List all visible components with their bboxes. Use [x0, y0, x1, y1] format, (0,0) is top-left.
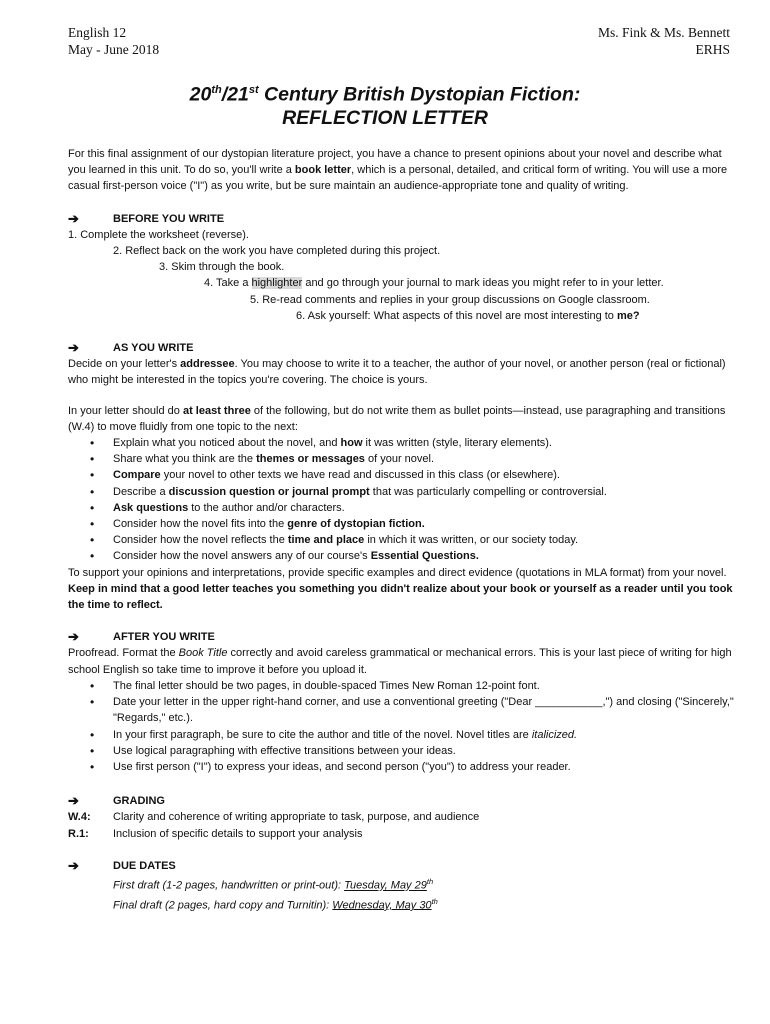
step-5: 5. Re-read comments and replies in your group discussions on Google classroom. [250, 293, 650, 306]
text: Consider how the novel reflects the [113, 534, 288, 547]
list-item [68, 467, 738, 483]
text: To support your opinions and interpretations, provide specific examples and direct evidence (quotations in MLA format) from your novel. [68, 566, 727, 579]
text: Share what you think are the [113, 453, 257, 466]
list-item [68, 451, 738, 467]
section-title: DUE DATES [113, 859, 176, 872]
text: Consider how the novel fits into the [113, 518, 288, 531]
text-bold: me? [616, 309, 640, 322]
list-item: • Use logical paragraphing with effective transitions between your ideas. [68, 743, 738, 759]
header-right [598, 24, 730, 58]
arrow-icon: ➔ [68, 793, 79, 809]
text: 6. Ask yourself: What aspects of this novel are most interesting to [296, 309, 617, 322]
text: of your novel. [364, 453, 435, 466]
grading-section-heading [68, 793, 738, 809]
before-steps [68, 227, 738, 324]
grading-row [68, 809, 738, 825]
intro-paragraph [68, 146, 738, 195]
standard-code: R.1: [68, 827, 89, 840]
text-bold: Keep in mind that a good letter teaches you something you didn't realize about your book or yourself as a reader until you took the time to reflect. [68, 582, 733, 612]
section-title: GRADING [113, 795, 165, 808]
text-bold: Ask questions [113, 501, 189, 514]
standard-text: Inclusion of specific details to support your analysis [113, 827, 363, 840]
page-subtitle: REFLECTION LETTER [282, 107, 488, 129]
as-section-heading [68, 340, 738, 356]
text: to the author and/or characters. [188, 501, 345, 514]
text: Proofread. Format the [68, 647, 179, 660]
list-item [68, 532, 738, 548]
header-left [68, 24, 159, 58]
text-italic: Book Title [178, 647, 228, 660]
text: . You may choose to write it to a teacher, the author of your novel, or another person (real or fictional) who might be interested in the topics you're covering. The choice is yours. [68, 358, 726, 387]
due-date: Wednesday, May 30 [332, 899, 432, 912]
evidence-paragraph [68, 565, 738, 614]
addressee-paragraph [68, 356, 738, 388]
text: it was written (style, literary elements). [362, 437, 552, 450]
list-item: • Date your letter in the upper right-hand corner, and use a conventional greeting ("Dear ___________,") and closing ("Sincerely," "Regards," etc.). [68, 694, 738, 726]
text: correctly and avoid careless grammatical or mechanical errors. This is your last piece of writing for high school English so take time to improve it before you upload it. [68, 647, 732, 676]
topics-paragraph [68, 403, 738, 435]
step-3: 3. Skim through the book. [159, 261, 285, 274]
title-part: / [221, 83, 228, 106]
title-sup: st [248, 84, 259, 96]
proofread-paragraph [68, 645, 738, 677]
highlighted-text: highlighter [251, 277, 303, 290]
text: Describe a [113, 485, 169, 498]
due-section-heading [68, 858, 738, 874]
grading-row [68, 826, 738, 842]
arrow-icon: ➔ [68, 629, 79, 645]
title-part: Century British Dystopian Fiction: [258, 83, 581, 106]
topics-list [68, 435, 738, 565]
course-name: English 12 [68, 25, 127, 40]
due-date-first [68, 874, 738, 894]
list-item [68, 516, 738, 532]
text: 4. Take a [204, 277, 252, 290]
due-date: Tuesday, May 29 [344, 879, 427, 892]
after-section-heading [68, 629, 738, 645]
step-2: 2. Reflect back on the work you have completed during this project. [113, 245, 441, 258]
text: , which is a personal, detailed, and critical form of writing. You will use a more casual first-person voice ("I") as you write, but be sure maintain an audience-appropriate tone and quality of writing. [68, 164, 728, 193]
arrow-icon: ➔ [68, 210, 79, 226]
arrow-icon: ➔ [68, 857, 79, 873]
title-part: 20 [189, 83, 212, 106]
teacher-names: Ms. Fink & Ms. Bennett [597, 25, 730, 40]
text: In your first paragraph, be sure to cite the author and title of the novel. Novel titles are [113, 728, 532, 741]
text-bold: Essential Questions. [370, 550, 479, 563]
title-part: 21 [227, 83, 249, 106]
text: your novel to other texts we have read and discussed in this class (or elsewhere). [160, 469, 560, 482]
step-1: 1. Complete the worksheet (reverse). [68, 228, 249, 241]
document-body [68, 146, 738, 914]
text: First draft (1-2 pages, handwritten or print-out): [113, 879, 345, 892]
text-bold: at least three [182, 404, 251, 417]
text-italic: italicized. [531, 728, 578, 741]
text: Consider how the novel answers any of our course's [113, 550, 371, 563]
step-6 [68, 308, 738, 324]
date-suffix: th [426, 876, 434, 886]
list-item [68, 548, 738, 564]
title-sup: th [211, 84, 222, 96]
due-date-final [68, 894, 738, 914]
school-name: ERHS [695, 42, 730, 57]
list-item [68, 435, 738, 451]
text: that was particularly compelling or controversial. [369, 485, 607, 498]
step-4 [68, 275, 738, 291]
standard-code: W.4: [68, 811, 91, 824]
text-bold: discussion question or journal prompt [168, 485, 370, 498]
text: and go through your journal to mark ideas you might refer to in your letter. [302, 277, 664, 290]
text: in which it was written, or our society today. [364, 534, 579, 547]
text: Explain what you noticed about the novel, and [113, 437, 341, 450]
section-title: AFTER YOU WRITE [113, 631, 215, 644]
text-bold: genre of dystopian fiction. [287, 518, 425, 531]
text-bold: time and place [287, 534, 365, 547]
term-dates: May - June 2018 [68, 42, 160, 57]
text: For this final assignment of our dystopian literature project, you have a chance to present opinions about your novel and describe what you learned in this unit. To do so, you'll write a [68, 148, 722, 177]
list-item: • Use first person ("I") to express your ideas, and second person ("you") to address your reader. [68, 759, 738, 775]
text-bold: addressee [180, 358, 235, 371]
list-item [68, 500, 738, 516]
before-section-heading [68, 211, 738, 227]
text: of the following, but do not write them as bullet points—instead, use paragraphing and transitions (W.4) to move fluidly from one topic to the next: [68, 404, 726, 433]
arrow-icon: ➔ [68, 340, 79, 356]
section-title: AS YOU WRITE [113, 342, 194, 355]
text: Final draft (2 pages, hard copy and Turnitin): [113, 899, 333, 912]
text-bold: Compare [113, 469, 161, 482]
text: Decide on your letter's [68, 358, 181, 371]
format-list [68, 678, 738, 775]
list-item [68, 484, 738, 500]
text: In your letter should do [68, 404, 183, 417]
section-title: BEFORE YOU WRITE [113, 212, 225, 225]
text-bold: book letter [294, 164, 352, 177]
text-bold: how [340, 437, 363, 450]
list-item: • The final letter should be two pages, in double-spaced Times New Roman 12-point font. [68, 678, 738, 694]
standard-text: Clarity and coherence of writing appropriate to task, purpose, and audience [113, 811, 480, 824]
list-item [68, 727, 738, 743]
date-suffix: th [431, 896, 438, 906]
text-bold: themes or messages [256, 453, 365, 466]
